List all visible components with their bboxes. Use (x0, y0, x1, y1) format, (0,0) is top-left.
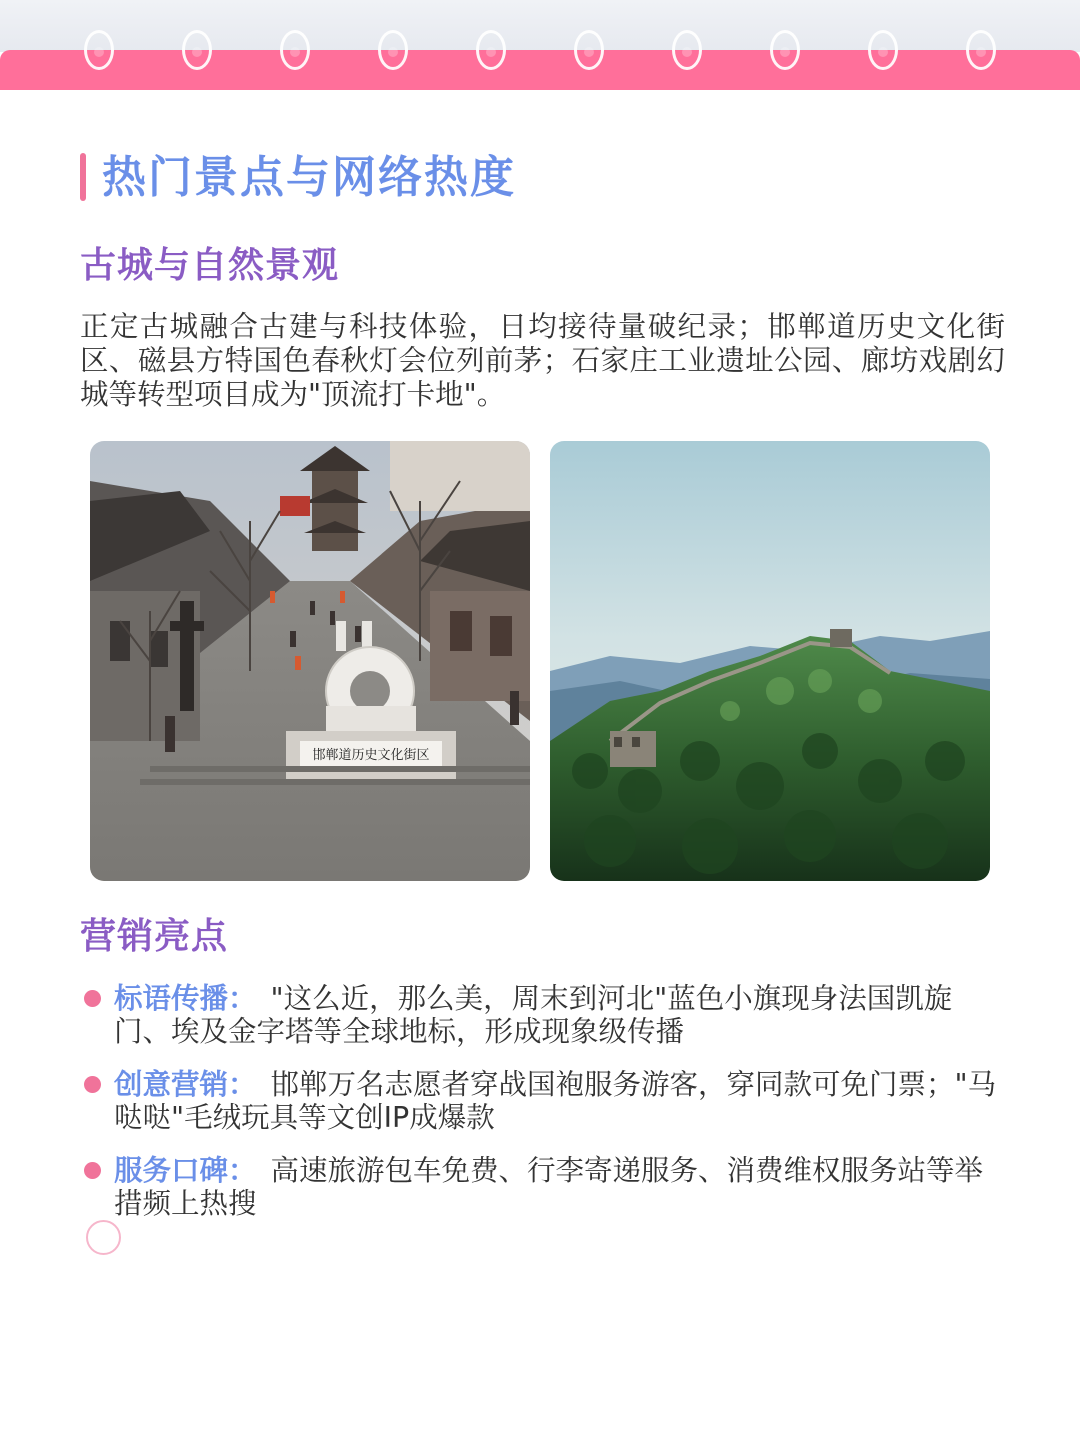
page-title: 热门景点与网络热度 (102, 152, 516, 203)
heading-marketing: 营销亮点 (80, 916, 229, 957)
binding-ring-icon (476, 30, 506, 70)
binding-ring-icon (966, 30, 996, 70)
photo-historic-street (90, 441, 530, 881)
binding-ring-icon (672, 30, 702, 70)
notebook-binding-strip (0, 50, 1080, 90)
bullet-label: 标语传播： (114, 982, 257, 1015)
photo-great-wall (550, 441, 990, 881)
list-item (80, 1068, 1000, 1134)
binding-ring-icon (574, 30, 604, 70)
binding-ring-icon (84, 30, 114, 70)
binding-ring-icon (770, 30, 800, 70)
bullet-dot-icon (84, 990, 101, 1007)
bullet-text: "这么近，那么美，周末到河北"蓝色小旗现身法国凯旋门、埃及金字塔等全球地标，形成现象级传播 (114, 982, 953, 1048)
binding-ring-icon (182, 30, 212, 70)
binding-ring-icon (868, 30, 898, 70)
title-accent-bar (80, 153, 86, 201)
notebook-top-paper (0, 0, 1080, 52)
bullet-text: 邯郸万名志愿者穿战国袍服务游客，穿同款可免门票；"马哒哒"毛绒玩具等文创IP成爆款 (114, 1068, 997, 1134)
bullet-label: 创意营销： (114, 1068, 257, 1101)
bullet-dot-icon (84, 1162, 101, 1179)
sign-text: 邯郸道历史文化街区 (312, 748, 430, 763)
paragraph-attractions: 正定古城融合古建与科技体验，日均接待量破纪录；邯郸道历史文化街区、磁县方特国色春秋灯会位列前茅；石家庄工业遗址公园、廊坊戏剧幻城等转型项目成为"顶流打卡地"。 (80, 310, 1005, 411)
list-item (80, 982, 1000, 1048)
bullet-dot-icon (84, 1076, 101, 1093)
bullet-label: 服务口碑： (114, 1154, 257, 1187)
bullet-text: 高速旅游包车免费、行李寄递服务、消费维权服务站等举措频上热搜 (114, 1154, 984, 1220)
list-item (80, 1154, 1000, 1220)
decorative-circle-icon (86, 1220, 121, 1255)
binding-ring-icon (280, 30, 310, 70)
binding-ring-icon (378, 30, 408, 70)
heading-ancient-city: 古城与自然景观 (80, 245, 340, 286)
